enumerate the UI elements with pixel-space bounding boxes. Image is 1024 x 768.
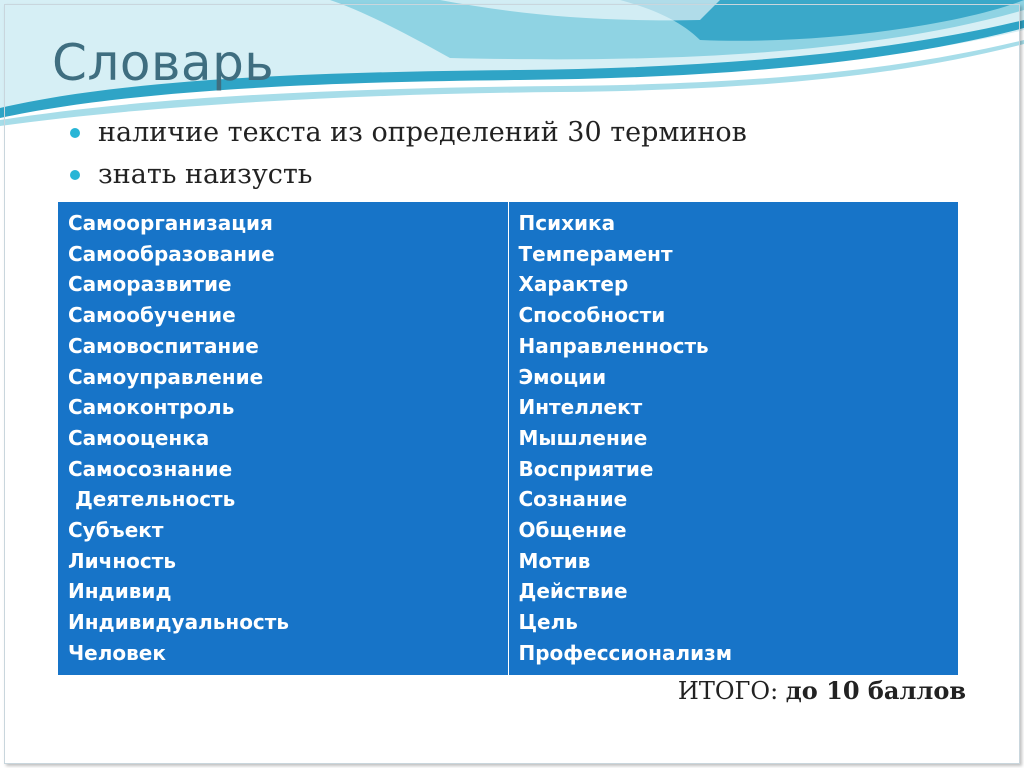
- term-item: Самосознание: [68, 456, 233, 481]
- term-item: Самовоспитание: [68, 333, 259, 358]
- term-item: Общение: [518, 518, 627, 543]
- term-item: Сознание: [518, 487, 628, 512]
- term-item: Мотив: [518, 548, 591, 573]
- term-item: Самоуправление: [68, 364, 264, 389]
- term-item: Действие: [518, 579, 628, 604]
- term-item: Способности: [518, 303, 666, 328]
- term-item: Деятельность: [68, 487, 236, 512]
- table-row: [58, 202, 959, 676]
- term-item: Индивидуальность: [68, 610, 290, 635]
- term-item: Психика: [518, 211, 616, 235]
- term-item: Профессионализм: [518, 640, 733, 665]
- round-bullet-icon: [70, 128, 80, 138]
- term-item: Самообразование: [68, 241, 275, 266]
- term-item: Самооценка: [68, 425, 210, 450]
- term-item: Цель: [518, 610, 578, 635]
- term-item: Субъект: [68, 518, 164, 543]
- term-item: Личность: [68, 548, 177, 573]
- terms-left-column: [58, 202, 509, 676]
- terms-table: [57, 201, 959, 676]
- term-item: Интеллект: [518, 395, 643, 420]
- slide-title: Словарь: [52, 34, 275, 92]
- term-item: Мышление: [518, 425, 648, 450]
- term-item: Эмоции: [518, 364, 607, 389]
- bullet-item: [70, 154, 747, 196]
- term-item: Самоорганизация: [68, 211, 273, 235]
- total-value: до 10 баллов: [785, 676, 966, 705]
- bullet-text: знать наизусть: [98, 159, 313, 190]
- term-item: Человек: [68, 640, 166, 665]
- terms-right-column: [508, 202, 959, 676]
- term-item: Восприятие: [518, 456, 654, 481]
- total-label: ИТОГО:: [677, 677, 779, 705]
- term-item: Темперамент: [518, 241, 673, 266]
- bullet-list: [70, 112, 747, 196]
- term-item: Самообучение: [68, 303, 236, 328]
- round-bullet-icon: [70, 170, 80, 180]
- term-item: Самоконтроль: [68, 395, 235, 420]
- bullet-text: наличие текста из определений 30 терминов: [98, 117, 747, 148]
- term-item: Индивид: [68, 579, 172, 604]
- term-item: Характер: [518, 272, 629, 297]
- term-item: Саморазвитие: [68, 272, 232, 297]
- total-line: [678, 676, 966, 705]
- term-item: Направленность: [518, 333, 709, 358]
- bullet-item: [70, 112, 747, 154]
